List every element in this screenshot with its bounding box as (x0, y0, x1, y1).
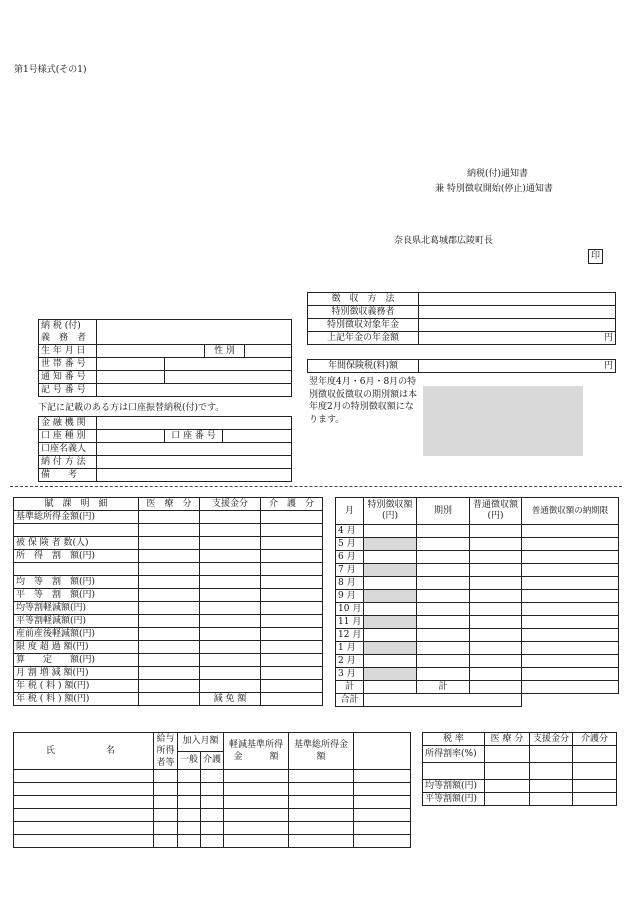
schedule-cell (522, 590, 619, 603)
assessment-header-support: 支援金分 (200, 498, 261, 511)
member-cell (354, 770, 411, 783)
assessment-cell (200, 654, 261, 667)
member-row (14, 783, 411, 796)
member-cell (224, 783, 289, 796)
schedule-special-cell (364, 538, 417, 551)
schedule-special-cell (364, 590, 417, 603)
member-row (14, 822, 411, 835)
schedule-row (336, 525, 619, 538)
tax-rate-header-care: 介護分 (573, 733, 617, 746)
tax-rate-cell (530, 780, 573, 793)
schedule-cell (470, 577, 522, 590)
member-cell (154, 796, 178, 809)
assessment-row-label (14, 524, 139, 537)
exemption-label: 減 免 額 (200, 693, 261, 706)
institution-value (97, 417, 292, 430)
schedule-row (336, 642, 619, 655)
tax-rate-cell (573, 793, 617, 806)
special-collector-value (419, 306, 616, 319)
assessment-header-care: 介 護 分 (261, 498, 323, 511)
assessment-cell (261, 602, 323, 615)
issuer-name: 奈良県北葛城郡広陵町長 (394, 236, 494, 246)
member-cell (354, 783, 411, 796)
schedule-cell (417, 629, 470, 642)
assessment-cell (139, 628, 200, 641)
annual-premium-yen: 円 (419, 360, 616, 373)
schedule-cell (522, 629, 619, 642)
schedule-month: 10 月 (336, 603, 364, 616)
assessment-cell (200, 680, 261, 693)
member-cell (14, 835, 154, 848)
schedule-special-cell (364, 551, 417, 564)
payment-method-value (97, 456, 292, 469)
tax-rate-row-label (423, 763, 485, 780)
assessment-cell (200, 589, 261, 602)
account-type-value (97, 430, 165, 443)
member-cell (224, 835, 289, 848)
schedule-cell (470, 525, 522, 538)
schedule-special-cell (364, 525, 417, 538)
assessment-cell (261, 628, 323, 641)
pension-value (419, 319, 616, 332)
schedule-row (336, 564, 619, 577)
schedule-cell (417, 655, 470, 668)
schedule-cell (417, 577, 470, 590)
member-cell (289, 835, 354, 848)
tax-rate-header-medical: 医 療 分 (485, 733, 530, 746)
assessment-row (14, 511, 323, 524)
assessment-cell (261, 511, 323, 524)
schedule-cell (522, 616, 619, 629)
schedule-row (336, 629, 619, 642)
assessment-cell (139, 641, 200, 654)
payer-label (39, 320, 97, 345)
member-cell (154, 809, 178, 822)
assessment-row (14, 524, 323, 537)
assessment-header-medical: 医 療 分 (139, 498, 200, 511)
account-number-value (223, 430, 292, 443)
member-cell (201, 809, 224, 822)
taxpayer-table (38, 319, 292, 397)
member-cell (289, 809, 354, 822)
notice-number-extra (165, 371, 292, 384)
assessment-cell (261, 550, 323, 563)
member-cell (224, 809, 289, 822)
members-header-general: 一般 (178, 751, 201, 770)
member-cell (201, 796, 224, 809)
assessment-cell (139, 537, 200, 550)
assessment-cell (200, 615, 261, 628)
schedule-cell (470, 551, 522, 564)
assessment-row-label: 限 度 超 過 額(円) (14, 641, 139, 654)
notice-number-label: 通 知 番 号 (39, 371, 97, 384)
assessment-table (13, 497, 323, 706)
assessment-cell (200, 524, 261, 537)
pension-amount-yen: 円 (419, 332, 616, 345)
assessment-cell (200, 550, 261, 563)
members-header-blank (354, 733, 411, 770)
member-row (14, 809, 411, 822)
member-cell (178, 770, 201, 783)
assessment-row-label: 均等割軽減額(円) (14, 602, 139, 615)
assessment-row (14, 576, 323, 589)
annual-premium-label: 年間保険税(料)額 (308, 360, 419, 373)
member-cell (14, 822, 154, 835)
household-value (97, 358, 165, 371)
member-cell (178, 783, 201, 796)
schedule-special-cell (364, 655, 417, 668)
schedule-special-cell (364, 629, 417, 642)
sex-label: 性 別 (205, 345, 245, 358)
schedule-cell (417, 616, 470, 629)
holder-value (97, 443, 292, 456)
schedule-cell (417, 590, 470, 603)
collection-method-label: 徴 収 方 法 (308, 293, 419, 306)
schedule-cell (470, 668, 522, 681)
collection-method-value (419, 293, 616, 306)
schedule-month: 3 月 (336, 668, 364, 681)
assessment-cell (139, 576, 200, 589)
tax-rate-cell (485, 793, 530, 806)
schedule-cell (522, 551, 619, 564)
member-cell (14, 809, 154, 822)
assessment-cell (261, 641, 323, 654)
member-cell (178, 835, 201, 848)
assessment-cell (200, 602, 261, 615)
assessment-row (14, 537, 323, 550)
assessment-row (14, 602, 323, 615)
assessment-cell (139, 589, 200, 602)
birth-label: 生 年 月 日 (39, 345, 97, 358)
birth-value (97, 345, 205, 358)
member-cell (354, 796, 411, 809)
tax-rate-cell (530, 746, 573, 763)
assessment-cell (139, 563, 200, 576)
assessment-header-detail: 賦 課 明 細 (14, 498, 139, 511)
assessment-row-label: 所 得 割 額(円) (14, 550, 139, 563)
schedule-month: 5 月 (336, 538, 364, 551)
assessment-cell (261, 589, 323, 602)
remarks-label: 備 考 (39, 469, 97, 482)
member-cell (154, 835, 178, 848)
tax-rate-cell (485, 763, 530, 780)
tax-rate-cell (485, 780, 530, 793)
schedule-total-deadline (522, 681, 619, 694)
member-cell (289, 822, 354, 835)
assessment-row-label: 産前産後軽減額(円) (14, 628, 139, 641)
schedule-cell (417, 668, 470, 681)
household-label: 世 帯 番 号 (39, 358, 97, 371)
member-cell (354, 835, 411, 848)
members-header-base: 基準総所得金 額 (289, 733, 354, 770)
member-row (14, 796, 411, 809)
schedule-header-ordinary: 普通徴収額(円) (470, 498, 522, 525)
schedule-cell (417, 642, 470, 655)
tax-rate-cell (573, 746, 617, 763)
member-cell (354, 809, 411, 822)
assessment-row (14, 550, 323, 563)
assessment-cell (261, 667, 323, 680)
notice-number-value (97, 371, 165, 384)
assessment-row-label: 平等割軽減額(円) (14, 615, 139, 628)
assessment-row-label: 平 等 割 額(円) (14, 589, 139, 602)
member-cell (224, 770, 289, 783)
sex-value (245, 345, 292, 358)
assessment-row-label: 被 保 険 者 数(人) (14, 537, 139, 550)
members-header-join: 加入月額 (178, 733, 224, 752)
assessment-cell (139, 602, 200, 615)
schedule-header-month: 月 (336, 498, 364, 525)
schedule-month: 2 月 (336, 655, 364, 668)
members-header-care: 介護 (201, 751, 224, 770)
assessment-cell (200, 576, 261, 589)
household-extra (165, 358, 292, 371)
member-cell (201, 770, 224, 783)
member-cell (178, 822, 201, 835)
schedule-special-cell (364, 603, 417, 616)
schedule-special-cell (364, 668, 417, 681)
schedule-cell (522, 603, 619, 616)
address-window (423, 386, 583, 456)
schedule-cell (522, 564, 619, 577)
assessment-row (14, 563, 323, 576)
schedule-cell (417, 603, 470, 616)
assessment-row (14, 667, 323, 680)
schedule-cell (417, 551, 470, 564)
assessment-row-label: 均 等 割 額(円) (14, 576, 139, 589)
assessment-row (14, 680, 323, 693)
schedule-month: 11 月 (336, 616, 364, 629)
notice-title: 納税(付)通知書 (467, 169, 529, 179)
institution-label: 金 融 機 関 (39, 417, 97, 430)
assessment-row-label (14, 563, 139, 576)
special-collector-label: 特別徴収義務者 (308, 306, 419, 319)
schedule-row (336, 616, 619, 629)
schedule-cell (522, 642, 619, 655)
schedule-row (336, 577, 619, 590)
schedule-cell (417, 564, 470, 577)
member-row (14, 770, 411, 783)
schedule-total-label-2: 計 (417, 681, 470, 694)
assessment-cell (200, 537, 261, 550)
assessment-cell (200, 667, 261, 680)
assessment-cell (139, 615, 200, 628)
annual-tax-final-label: 年 税 ( 料 ) 額(円) (14, 693, 139, 706)
assessment-row (14, 654, 323, 667)
schedule-month: 6 月 (336, 551, 364, 564)
member-cell (201, 822, 224, 835)
member-cell (289, 783, 354, 796)
assessment-row-label: 算 定 額(円) (14, 654, 139, 667)
schedule-cell (522, 577, 619, 590)
collection-method-table (307, 292, 616, 345)
schedule-special-cell (364, 564, 417, 577)
assessment-row (14, 628, 323, 641)
member-cell (14, 770, 154, 783)
schedule-special-cell (364, 616, 417, 629)
payer-value (97, 320, 292, 345)
tax-rate-row-label: 均等割額(円) (423, 780, 485, 793)
bank-table (38, 416, 292, 482)
tax-rate-cell (573, 780, 617, 793)
schedule-header-special: 特別徴収額(円) (364, 498, 417, 525)
schedule-cell (522, 525, 619, 538)
member-cell (289, 796, 354, 809)
assessment-row (14, 589, 323, 602)
member-cell (178, 809, 201, 822)
annual-tax-final-medical (139, 693, 200, 706)
member-cell (154, 822, 178, 835)
member-cell (154, 783, 178, 796)
member-cell (14, 796, 154, 809)
schedule-total-special (364, 681, 417, 694)
schedule-cell (522, 668, 619, 681)
schedule-special-cell (364, 577, 417, 590)
assessment-cell (261, 615, 323, 628)
assessment-cell (139, 524, 200, 537)
schedule-header-deadline: 普通徴収額の納期限 (522, 498, 619, 525)
account-type-label: 口 座 種 別 (39, 430, 97, 443)
schedule-cell (470, 538, 522, 551)
member-cell (154, 770, 178, 783)
members-header-salary: 給与所得者等 (154, 733, 178, 770)
schedule-cell (470, 655, 522, 668)
tax-rate-header-support: 支援金分 (530, 733, 573, 746)
account-number-label: 口 座 番 号 (165, 430, 223, 443)
symbol-number-label: 記 号 番 号 (39, 384, 97, 397)
tax-rate-cell (530, 763, 573, 780)
assessment-cell (139, 680, 200, 693)
schedule-cell (470, 629, 522, 642)
assessment-cell (139, 654, 200, 667)
assessment-row-label: 月 割 増 減 額(円) (14, 667, 139, 680)
schedule-month: 12 月 (336, 629, 364, 642)
tax-rate-row-label: 平等割額(円) (423, 793, 485, 806)
schedule-month: 1 月 (336, 642, 364, 655)
schedule-cell (470, 603, 522, 616)
assessment-cell (200, 563, 261, 576)
payment-method-label: 納 付 方 法 (39, 456, 97, 469)
assessment-cell (139, 550, 200, 563)
schedule-cell (522, 655, 619, 668)
schedule-grand-total-value (364, 694, 522, 707)
members-header-name: 氏 名 (14, 733, 154, 770)
exemption-value (261, 693, 323, 706)
schedule-table (335, 497, 619, 707)
schedule-row (336, 668, 619, 681)
member-cell (201, 835, 224, 848)
assessment-cell (200, 628, 261, 641)
tax-rate-cell (530, 793, 573, 806)
schedule-row (336, 538, 619, 551)
payer-label-2: 義 務 者 (41, 333, 87, 343)
member-cell (289, 770, 354, 783)
tax-rate-cell (485, 746, 530, 763)
schedule-total-label: 計 (336, 681, 364, 694)
assessment-cell (261, 537, 323, 550)
schedule-cell (470, 642, 522, 655)
perforation-line (10, 486, 622, 487)
assessment-row-label: 年 税 ( 料 ) 額(円) (14, 680, 139, 693)
schedule-month: 8 月 (336, 577, 364, 590)
assessment-cell (139, 511, 200, 524)
assessment-cell (261, 576, 323, 589)
schedule-header-period: 期別 (417, 498, 470, 525)
assessment-row-label: 基準総所得金額(円) (14, 511, 139, 524)
member-cell (224, 822, 289, 835)
schedule-cell (470, 564, 522, 577)
assessment-cell (200, 641, 261, 654)
schedule-month: 7 月 (336, 564, 364, 577)
schedule-cell (522, 538, 619, 551)
assessment-row (14, 641, 323, 654)
tax-rate-header-rate: 税 率 (423, 733, 485, 746)
assessment-cell (261, 680, 323, 693)
assessment-cell (261, 563, 323, 576)
schedule-row (336, 603, 619, 616)
schedule-month: 9 月 (336, 590, 364, 603)
tax-rate-cell (573, 763, 617, 780)
schedule-row (336, 551, 619, 564)
member-row (14, 835, 411, 848)
notice-subtitle: 兼 特別徴収開始(停止)通知書 (435, 184, 553, 194)
member-cell (178, 796, 201, 809)
pension-label: 特別徴収対象年金 (308, 319, 419, 332)
members-header-reduction: 軽減基準所得金 額 (224, 733, 289, 770)
tax-rate-row-label: 所得割率(%) (423, 746, 485, 763)
annual-premium-table (307, 359, 616, 373)
annual-premium-note: 翌年度4月・6月・8月の特別徴収仮徴収の期別額は本年度2月の特別徴収額になります。 (309, 377, 418, 425)
schedule-cell (417, 525, 470, 538)
schedule-grand-total-blank (522, 694, 619, 707)
pension-amount-label: 上記年金の年金額 (308, 332, 419, 345)
assessment-cell (200, 511, 261, 524)
form-number: 第1号様式(その1) (14, 65, 87, 75)
schedule-special-cell (364, 642, 417, 655)
schedule-row (336, 590, 619, 603)
symbol-number-value (97, 384, 292, 397)
payer-label-1: 納 税 (付) (41, 321, 81, 331)
schedule-cell (470, 616, 522, 629)
member-cell (201, 783, 224, 796)
member-cell (14, 783, 154, 796)
member-cell (354, 822, 411, 835)
bank-note: 下記に記載のある方は口座振替納税(付)です。 (38, 403, 225, 413)
members-table (13, 732, 411, 848)
schedule-row (336, 655, 619, 668)
remarks-value (97, 469, 292, 482)
schedule-month: 4 月 (336, 525, 364, 538)
assessment-cell (261, 654, 323, 667)
assessment-cell (139, 667, 200, 680)
schedule-total-ordinary (470, 681, 522, 694)
schedule-cell (470, 590, 522, 603)
seal-stamp: 印 (588, 249, 603, 264)
holder-label: 口座名義人 (39, 443, 97, 456)
schedule-cell (417, 538, 470, 551)
schedule-grand-total-label: 合計 (336, 694, 364, 707)
member-cell (224, 796, 289, 809)
assessment-cell (261, 524, 323, 537)
assessment-row (14, 615, 323, 628)
tax-rate-table (422, 732, 617, 806)
